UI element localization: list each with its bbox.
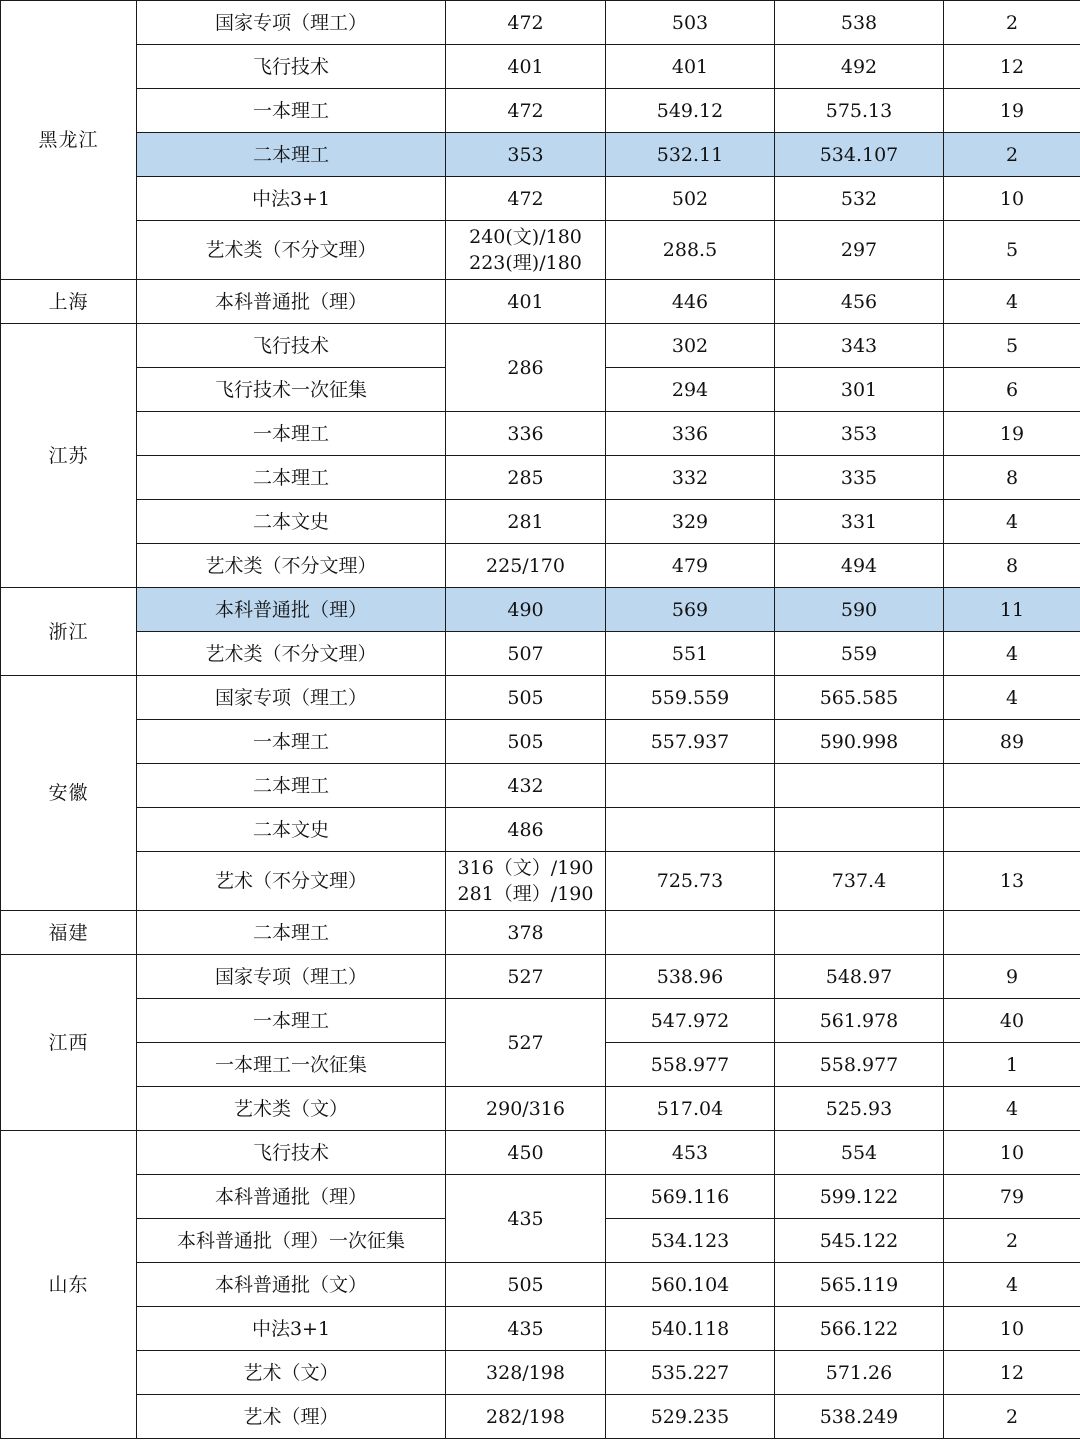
batch-type-cell: 艺术类（不分文理） — [137, 221, 446, 280]
province-cell: 安徽 — [1, 676, 137, 911]
admitted-count-cell: 5 — [944, 221, 1080, 280]
highest-score-cell: 590.998 — [775, 720, 944, 764]
batch-type-cell: 中法3+1 — [137, 1307, 446, 1351]
highest-score-cell: 492 — [775, 45, 944, 89]
lowest-score-cell — [606, 911, 775, 955]
batch-type-cell: 一本理工 — [137, 999, 446, 1043]
highest-score-cell: 565.119 — [775, 1263, 944, 1307]
admitted-count-cell — [944, 911, 1080, 955]
table-row — [1, 911, 1080, 955]
province-cell: 江西 — [1, 955, 137, 1131]
highest-score-cell: 565.585 — [775, 676, 944, 720]
province-cell: 浙江 — [1, 588, 137, 676]
lowest-score-cell: 557.937 — [606, 720, 775, 764]
lowest-score-cell: 558.977 — [606, 1043, 775, 1087]
lowest-score-cell: 725.73 — [606, 852, 775, 911]
batch-type-cell: 二本理工 — [137, 133, 446, 177]
admitted-count-cell: 2 — [944, 133, 1080, 177]
min-control-line: 316（文）/190 — [457, 857, 594, 879]
highest-score-cell: 575.13 — [775, 89, 944, 133]
province-cell: 上海 — [1, 280, 137, 324]
table-row — [1, 280, 1080, 324]
batch-type-cell: 国家专项（理工） — [137, 1, 446, 45]
admitted-count-cell: 4 — [944, 676, 1080, 720]
min-control-cell — [446, 852, 606, 911]
lowest-score-cell: 517.04 — [606, 1087, 775, 1131]
batch-type-cell: 飞行技术 — [137, 45, 446, 89]
min-control-cell: 490 — [446, 588, 606, 632]
batch-type-cell: 本科普通批（理） — [137, 1175, 446, 1219]
min-control-cell: 472 — [446, 1, 606, 45]
highest-score-cell: 590 — [775, 588, 944, 632]
highest-score-cell: 532 — [775, 177, 944, 221]
min-control-cell: 450 — [446, 1131, 606, 1175]
batch-type-cell: 艺术（文） — [137, 1351, 446, 1395]
min-control-cell: 353 — [446, 133, 606, 177]
table-row — [1, 1351, 1080, 1395]
batch-type-cell: 二本文史 — [137, 808, 446, 852]
admitted-count-cell: 6 — [944, 368, 1080, 412]
admitted-count-cell: 10 — [944, 1307, 1080, 1351]
min-control-cell: 527 — [446, 999, 606, 1087]
table-row — [1, 133, 1080, 177]
admitted-count-cell: 19 — [944, 412, 1080, 456]
min-control-cell: 472 — [446, 89, 606, 133]
table-row — [1, 221, 1080, 280]
min-control-cell: 435 — [446, 1307, 606, 1351]
admitted-count-cell: 1 — [944, 1043, 1080, 1087]
lowest-score-cell: 569 — [606, 588, 775, 632]
table-row — [1, 412, 1080, 456]
batch-type-cell: 艺术（不分文理） — [137, 852, 446, 911]
min-control-cell: 281 — [446, 500, 606, 544]
lowest-score-cell: 549.12 — [606, 89, 775, 133]
admitted-count-cell: 13 — [944, 852, 1080, 911]
min-control-line: 281（理）/190 — [457, 883, 594, 905]
highest-score-cell: 297 — [775, 221, 944, 280]
highest-score-cell: 494 — [775, 544, 944, 588]
min-control-cell: 505 — [446, 676, 606, 720]
admitted-count-cell: 19 — [944, 89, 1080, 133]
admitted-count-cell — [944, 764, 1080, 808]
min-control-cell: 505 — [446, 1263, 606, 1307]
lowest-score-cell — [606, 808, 775, 852]
lowest-score-cell: 479 — [606, 544, 775, 588]
highest-score-cell: 558.977 — [775, 1043, 944, 1087]
lowest-score-cell: 332 — [606, 456, 775, 500]
table-row — [1, 852, 1080, 911]
highest-score-cell: 525.93 — [775, 1087, 944, 1131]
lowest-score-cell: 336 — [606, 412, 775, 456]
province-cell: 福建 — [1, 911, 137, 955]
admitted-count-cell: 12 — [944, 1351, 1080, 1395]
province-cell: 山东 — [1, 1131, 137, 1439]
admitted-count-cell: 10 — [944, 1131, 1080, 1175]
highest-score-cell: 353 — [775, 412, 944, 456]
min-control-cell: 432 — [446, 764, 606, 808]
min-control-cell: 435 — [446, 1175, 606, 1263]
admitted-count-cell: 8 — [944, 456, 1080, 500]
highest-score-cell: 335 — [775, 456, 944, 500]
batch-type-cell: 二本理工 — [137, 911, 446, 955]
highest-score-cell: 554 — [775, 1131, 944, 1175]
table-row — [1, 588, 1080, 632]
lowest-score-cell: 532.11 — [606, 133, 775, 177]
batch-type-cell: 国家专项（理工） — [137, 955, 446, 999]
admitted-count-cell: 12 — [944, 45, 1080, 89]
batch-type-cell: 二本理工 — [137, 456, 446, 500]
batch-type-cell: 二本文史 — [137, 500, 446, 544]
batch-type-cell: 二本理工 — [137, 764, 446, 808]
lowest-score-cell: 535.227 — [606, 1351, 775, 1395]
highest-score-cell: 561.978 — [775, 999, 944, 1043]
table-row — [1, 1131, 1080, 1175]
highest-score-cell: 538 — [775, 1, 944, 45]
lowest-score-cell: 288.5 — [606, 221, 775, 280]
min-control-cell: 286 — [446, 324, 606, 412]
batch-type-cell: 艺术（理） — [137, 1395, 446, 1439]
admitted-count-cell — [944, 808, 1080, 852]
admitted-count-cell: 8 — [944, 544, 1080, 588]
table-row — [1, 720, 1080, 764]
admitted-count-cell: 5 — [944, 324, 1080, 368]
table-row — [1, 177, 1080, 221]
min-control-cell: 507 — [446, 632, 606, 676]
min-control-cell: 336 — [446, 412, 606, 456]
highest-score-cell: 301 — [775, 368, 944, 412]
table-row — [1, 808, 1080, 852]
min-control-cell: 378 — [446, 911, 606, 955]
highest-score-cell: 545.122 — [775, 1219, 944, 1263]
min-control-cell: 328/198 — [446, 1351, 606, 1395]
lowest-score-cell: 540.118 — [606, 1307, 775, 1351]
lowest-score-cell: 534.123 — [606, 1219, 775, 1263]
min-control-cell: 285 — [446, 456, 606, 500]
admitted-count-cell: 89 — [944, 720, 1080, 764]
admitted-count-cell: 2 — [944, 1395, 1080, 1439]
lowest-score-cell: 529.235 — [606, 1395, 775, 1439]
lowest-score-cell: 547.972 — [606, 999, 775, 1043]
table-row — [1, 632, 1080, 676]
highest-score-cell: 456 — [775, 280, 944, 324]
batch-type-cell: 本科普通批（文） — [137, 1263, 446, 1307]
batch-type-cell: 一本理工 — [137, 720, 446, 764]
batch-type-cell: 国家专项（理工） — [137, 676, 446, 720]
highest-score-cell: 559 — [775, 632, 944, 676]
lowest-score-cell: 294 — [606, 368, 775, 412]
min-control-cell: 486 — [446, 808, 606, 852]
min-control-cell: 225/170 — [446, 544, 606, 588]
table-row — [1, 500, 1080, 544]
min-control-cell: 472 — [446, 177, 606, 221]
province-cell: 江苏 — [1, 324, 137, 588]
table-row — [1, 1307, 1080, 1351]
highest-score-cell: 566.122 — [775, 1307, 944, 1351]
admitted-count-cell: 10 — [944, 177, 1080, 221]
table-row — [1, 324, 1080, 368]
min-control-line: 223(理)/180 — [469, 252, 582, 274]
admitted-count-cell: 4 — [944, 280, 1080, 324]
highest-score-cell: 331 — [775, 500, 944, 544]
table-row — [1, 764, 1080, 808]
min-control-cell: 401 — [446, 280, 606, 324]
table-row — [1, 456, 1080, 500]
min-control-cell: 290/316 — [446, 1087, 606, 1131]
lowest-score-cell: 453 — [606, 1131, 775, 1175]
min-control-cell: 505 — [446, 720, 606, 764]
table-row — [1, 955, 1080, 999]
highest-score-cell: 534.107 — [775, 133, 944, 177]
batch-type-cell: 飞行技术 — [137, 324, 446, 368]
table-row — [1, 676, 1080, 720]
highest-score-cell — [775, 764, 944, 808]
admitted-count-cell: 4 — [944, 1087, 1080, 1131]
min-control-cell: 282/198 — [446, 1395, 606, 1439]
admitted-count-cell: 9 — [944, 955, 1080, 999]
admitted-count-cell: 2 — [944, 1219, 1080, 1263]
table-row — [1, 1395, 1080, 1439]
lowest-score-cell: 538.96 — [606, 955, 775, 999]
highest-score-cell: 737.4 — [775, 852, 944, 911]
admitted-count-cell: 79 — [944, 1175, 1080, 1219]
admitted-count-cell: 40 — [944, 999, 1080, 1043]
lowest-score-cell: 503 — [606, 1, 775, 45]
batch-type-cell: 本科普通批（理） — [137, 588, 446, 632]
highest-score-cell: 548.97 — [775, 955, 944, 999]
table-row — [1, 1087, 1080, 1131]
batch-type-cell: 中法3+1 — [137, 177, 446, 221]
lowest-score-cell: 559.559 — [606, 676, 775, 720]
highest-score-cell: 599.122 — [775, 1175, 944, 1219]
lowest-score-cell: 446 — [606, 280, 775, 324]
admitted-count-cell: 4 — [944, 500, 1080, 544]
table-row — [1, 544, 1080, 588]
lowest-score-cell: 569.116 — [606, 1175, 775, 1219]
lowest-score-cell: 560.104 — [606, 1263, 775, 1307]
highest-score-cell — [775, 911, 944, 955]
min-control-line: 240(文)/180 — [469, 226, 582, 248]
min-control-cell: 401 — [446, 45, 606, 89]
lowest-score-cell — [606, 764, 775, 808]
table-row — [1, 45, 1080, 89]
admitted-count-cell: 4 — [944, 1263, 1080, 1307]
table-row — [1, 1263, 1080, 1307]
highest-score-cell — [775, 808, 944, 852]
min-control-cell: 527 — [446, 955, 606, 999]
lowest-score-cell: 329 — [606, 500, 775, 544]
batch-type-cell: 本科普通批（理）一次征集 — [137, 1219, 446, 1263]
batch-type-cell: 一本理工一次征集 — [137, 1043, 446, 1087]
table-body — [1, 1, 1080, 1439]
batch-type-cell: 本科普通批（理） — [137, 280, 446, 324]
highest-score-cell: 571.26 — [775, 1351, 944, 1395]
lowest-score-cell: 302 — [606, 324, 775, 368]
admitted-count-cell: 11 — [944, 588, 1080, 632]
batch-type-cell: 飞行技术 — [137, 1131, 446, 1175]
highest-score-cell: 343 — [775, 324, 944, 368]
batch-type-cell: 艺术类（不分文理） — [137, 544, 446, 588]
table-row — [1, 89, 1080, 133]
lowest-score-cell: 551 — [606, 632, 775, 676]
lowest-score-cell: 502 — [606, 177, 775, 221]
province-cell: 黑龙江 — [1, 1, 137, 280]
admitted-count-cell: 4 — [944, 632, 1080, 676]
lowest-score-cell: 401 — [606, 45, 775, 89]
table-row — [1, 1, 1080, 45]
table-row — [1, 999, 1080, 1043]
batch-type-cell: 艺术类（不分文理） — [137, 632, 446, 676]
admitted-count-cell: 2 — [944, 1, 1080, 45]
min-control-cell — [446, 221, 606, 280]
batch-type-cell: 艺术类（文） — [137, 1087, 446, 1131]
batch-type-cell: 飞行技术一次征集 — [137, 368, 446, 412]
batch-type-cell: 一本理工 — [137, 89, 446, 133]
highest-score-cell: 538.249 — [775, 1395, 944, 1439]
batch-type-cell: 一本理工 — [137, 412, 446, 456]
table-row — [1, 1175, 1080, 1219]
